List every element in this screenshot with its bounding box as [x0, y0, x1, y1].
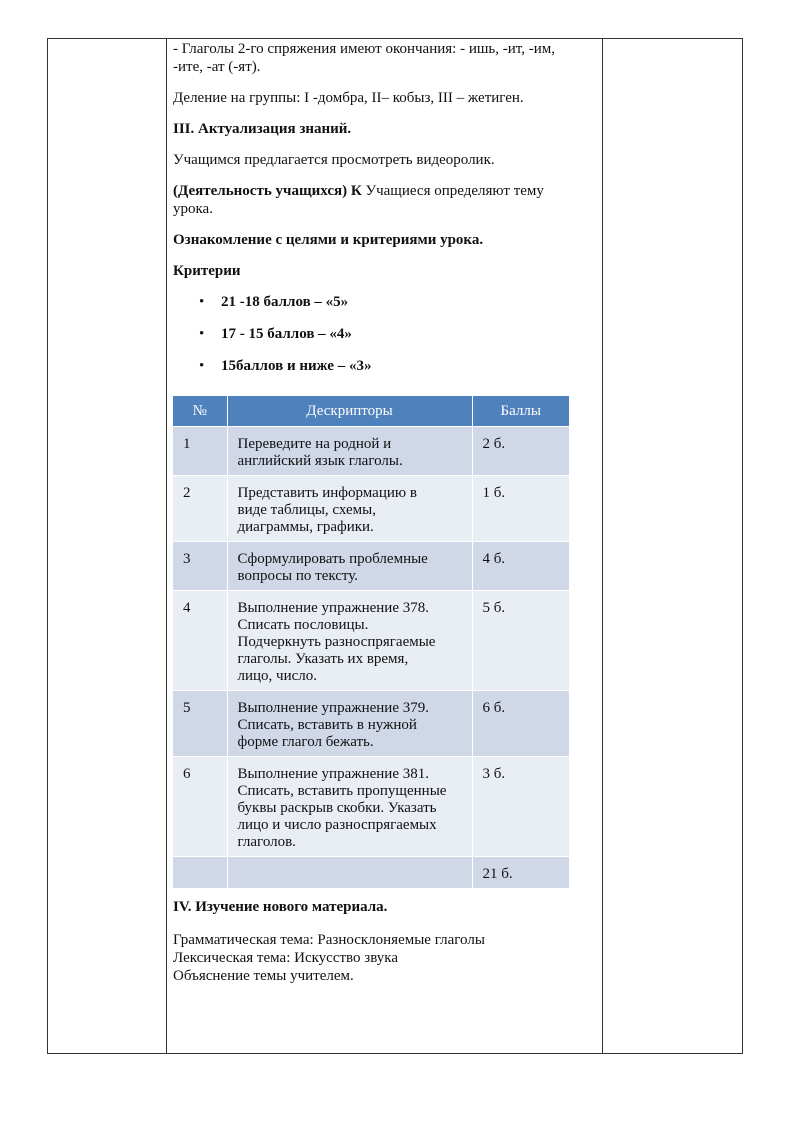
- row-score: 5 б.: [472, 591, 569, 691]
- conjugation-note-line-2: -ите, -ат (-ят).: [173, 59, 261, 75]
- descriptors-table: [173, 396, 569, 888]
- row-descriptor: Выполнение упражнение 378. Списать пословицы. Подчеркнуть разноспрягаемые глаголы. Указать их время, лицо, число.: [227, 591, 472, 691]
- table-row: [173, 542, 569, 591]
- table-total-row: [173, 857, 569, 889]
- new-material-section: [173, 898, 593, 985]
- goals-title: Ознакомление с целями и критериями урока.: [173, 232, 484, 248]
- row-descriptor: Переведите на родной и английский язык глаголы.: [227, 427, 472, 476]
- student-activity: [173, 182, 593, 200]
- row-score: 3 б.: [472, 757, 569, 857]
- student-activity-text: Учащиеся определяют тему: [361, 183, 544, 199]
- row-score: 1 б.: [472, 476, 569, 542]
- bullet-icon: •: [199, 358, 205, 374]
- criteria-item: • 17 - 15 баллов – «4»: [199, 326, 352, 342]
- table-row: [173, 591, 569, 691]
- row-score: 6 б.: [472, 691, 569, 757]
- row-number: 4: [173, 591, 227, 691]
- table-row: [173, 757, 569, 857]
- teacher-explanation: Объяснение темы учителем.: [173, 968, 354, 984]
- criteria-item: • 15баллов и ниже – «3»: [199, 358, 372, 374]
- bullet-icon: •: [199, 326, 205, 342]
- row-number: 2: [173, 476, 227, 542]
- row-number: 1: [173, 427, 227, 476]
- total-descriptor-cell: [227, 857, 472, 889]
- table-header-row: [173, 396, 569, 427]
- student-activity-line-2: урока.: [173, 201, 213, 217]
- video-instruction: Учащимся предлагается просмотреть видеоролик.: [173, 152, 495, 168]
- table-row: [173, 427, 569, 476]
- section-4-title: IV. Изучение нового материала.: [173, 899, 388, 915]
- header-number: №: [173, 396, 227, 427]
- header-score: Баллы: [472, 396, 569, 427]
- row-descriptor: Представить информацию в виде таблицы, схемы, диаграммы, графики.: [227, 476, 472, 542]
- row-number: 5: [173, 691, 227, 757]
- conjugation-note-line-1: - Глаголы 2-го спряжения имеют окончания: - ишь, -ит, -им,: [173, 41, 555, 57]
- column-divider-left: [166, 39, 167, 1053]
- row-descriptor: Сформулировать проблемные вопросы по тексту.: [227, 542, 472, 591]
- column-divider-right: [602, 39, 603, 1053]
- student-activity-label: (Деятельность учащихся) К: [173, 183, 362, 199]
- row-descriptor: Выполнение упражнение 381. Списать, вставить пропущенные буквы раскрыв скобки. Указать лицо и число разноспрягаемых глаголов.: [227, 757, 472, 857]
- group-division: Деление на группы: I -домбра, II– кобыз, III – жетиген.: [173, 90, 524, 106]
- table-row: [173, 691, 569, 757]
- row-number: 6: [173, 757, 227, 857]
- row-score: 4 б.: [472, 542, 569, 591]
- bullet-icon: •: [199, 294, 205, 310]
- lesson-content: [173, 40, 593, 389]
- total-score: 21 б.: [472, 857, 569, 889]
- criteria-item: • 21 -18 баллов – «5»: [199, 294, 349, 310]
- criteria-title: Критерии: [173, 263, 241, 279]
- total-number-cell: [173, 857, 227, 889]
- header-descriptors: Дескрипторы: [227, 396, 472, 427]
- lexical-topic: Лексическая тема: Искусство звука: [173, 950, 398, 966]
- section-3-title: III. Актуализация знаний.: [173, 121, 352, 137]
- criteria-list: [173, 293, 593, 375]
- table-row: [173, 476, 569, 542]
- row-score: 2 б.: [472, 427, 569, 476]
- row-number: 3: [173, 542, 227, 591]
- grammar-topic: Грамматическая тема: Разносклоняемые глаголы: [173, 932, 485, 948]
- row-descriptor: Выполнение упражнение 379. Списать, вставить в нужной форме глагол бежать.: [227, 691, 472, 757]
